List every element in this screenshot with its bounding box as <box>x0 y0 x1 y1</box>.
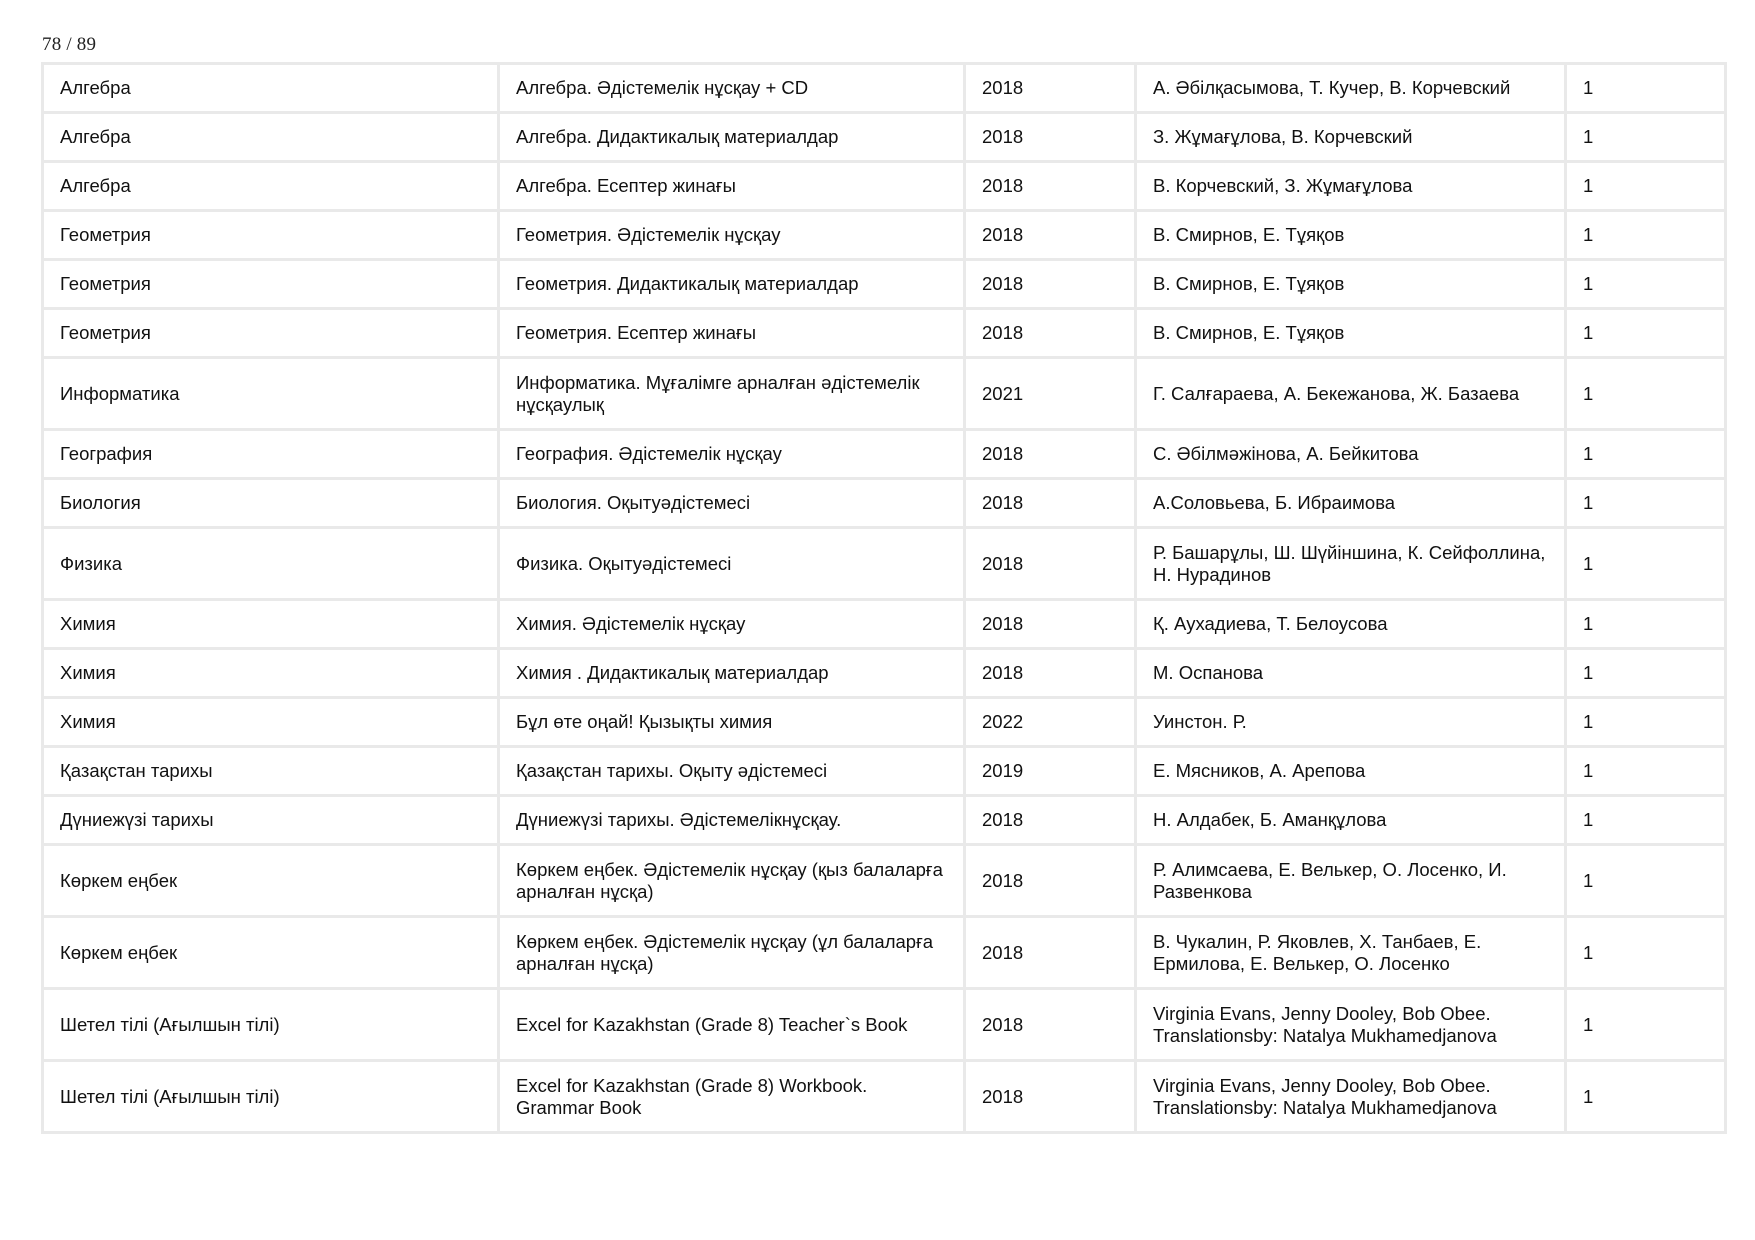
quantity-cell: 1 <box>1566 747 1726 796</box>
authors-cell: Уинстон. Р. <box>1136 698 1566 747</box>
subject-cell: Биология <box>43 479 499 528</box>
title-cell: Дүниежүзі тарихы. Әдістемелікнұсқау. <box>499 796 965 845</box>
authors-cell: Virginia Evans, Jenny Dooley, Bob Obee. Translationsby: Natalya Mukhamedjanova <box>1136 989 1566 1061</box>
table-row <box>43 600 1726 649</box>
authors-cell: Virginia Evans, Jenny Dooley, Bob Obee. Translationsby: Natalya Mukhamedjanova <box>1136 1061 1566 1133</box>
subject-cell: Шетел тілі (Ағылшын тілі) <box>43 989 499 1061</box>
year-cell: 2018 <box>965 430 1136 479</box>
table-row <box>43 796 1726 845</box>
subject-cell: Геометрия <box>43 260 499 309</box>
quantity-cell: 1 <box>1566 162 1726 211</box>
quantity-cell: 1 <box>1566 796 1726 845</box>
table-row <box>43 64 1726 113</box>
authors-cell: В. Смирнов, Е. Тұяқов <box>1136 260 1566 309</box>
year-cell: 2018 <box>965 260 1136 309</box>
title-cell: Көркем еңбек. Әдістемелік нұсқау (қыз балаларға арналған нұсқа) <box>499 845 965 917</box>
year-cell: 2018 <box>965 211 1136 260</box>
authors-cell: Г. Салғараева, А. Бекежанова, Ж. Базаева <box>1136 358 1566 430</box>
year-cell: 2018 <box>965 528 1136 600</box>
authors-cell: В. Чукалин, Р. Яковлев, Х. Танбаев, Е. Ермилова, Е. Велькер, О. Лосенко <box>1136 917 1566 989</box>
title-cell: Алгебра. Дидактикалық материалдар <box>499 113 965 162</box>
table-row <box>43 211 1726 260</box>
year-cell: 2018 <box>965 479 1136 528</box>
table-row <box>43 845 1726 917</box>
quantity-cell: 1 <box>1566 113 1726 162</box>
quantity-cell: 1 <box>1566 430 1726 479</box>
authors-cell: В. Корчевский, З. Жұмағұлова <box>1136 162 1566 211</box>
title-cell: Қазақстан тарихы. Оқыту әдістемесі <box>499 747 965 796</box>
table-row <box>43 358 1726 430</box>
table-row <box>43 528 1726 600</box>
quantity-cell: 1 <box>1566 600 1726 649</box>
title-cell: Химия . Дидактикалық материалдар <box>499 649 965 698</box>
year-cell: 2018 <box>965 64 1136 113</box>
year-cell: 2018 <box>965 162 1136 211</box>
title-cell: Геометрия. Дидактикалық материалдар <box>499 260 965 309</box>
year-cell: 2018 <box>965 309 1136 358</box>
subject-cell: Химия <box>43 698 499 747</box>
table-row <box>43 479 1726 528</box>
authors-cell: А.Соловьева, Б. Ибраимова <box>1136 479 1566 528</box>
quantity-cell: 1 <box>1566 1061 1726 1133</box>
quantity-cell: 1 <box>1566 479 1726 528</box>
authors-cell: В. Смирнов, Е. Тұяқов <box>1136 309 1566 358</box>
year-cell: 2019 <box>965 747 1136 796</box>
authors-cell: Р. Башарұлы, Ш. Шүйіншина, К. Сейфоллина, Н. Нурадинов <box>1136 528 1566 600</box>
year-cell: 2022 <box>965 698 1136 747</box>
title-cell: Excel for Kazakhstan (Grade 8) Teacher`s Book <box>499 989 965 1061</box>
subject-cell: Алгебра <box>43 113 499 162</box>
authors-cell: С. Әбілмәжінова, А. Бейкитова <box>1136 430 1566 479</box>
subject-cell: Химия <box>43 600 499 649</box>
authors-cell: А. Әбілқасымова, Т. Кучер, В. Корчевский <box>1136 64 1566 113</box>
subject-cell: Информатика <box>43 358 499 430</box>
quantity-cell: 1 <box>1566 649 1726 698</box>
table-row <box>43 162 1726 211</box>
quantity-cell: 1 <box>1566 989 1726 1061</box>
year-cell: 2018 <box>965 600 1136 649</box>
quantity-cell: 1 <box>1566 309 1726 358</box>
table-row <box>43 747 1726 796</box>
authors-cell: Қ. Аухадиева, Т. Белоусова <box>1136 600 1566 649</box>
subject-cell: Геометрия <box>43 211 499 260</box>
title-cell: Алгебра. Әдістемелік нұсқау + CD <box>499 64 965 113</box>
book-list-table <box>41 62 1727 1134</box>
table-row <box>43 430 1726 479</box>
subject-cell: Шетел тілі (Ағылшын тілі) <box>43 1061 499 1133</box>
table-row <box>43 1061 1726 1133</box>
authors-cell: Н. Алдабек, Б. Аманқұлова <box>1136 796 1566 845</box>
title-cell: Геометрия. Есептер жинағы <box>499 309 965 358</box>
subject-cell: Дүниежүзі тарихы <box>43 796 499 845</box>
table-row <box>43 917 1726 989</box>
quantity-cell: 1 <box>1566 528 1726 600</box>
title-cell: Геометрия. Әдістемелік нұсқау <box>499 211 965 260</box>
subject-cell: Көркем еңбек <box>43 917 499 989</box>
title-cell: Химия. Әдістемелік нұсқау <box>499 600 965 649</box>
subject-cell: Физика <box>43 528 499 600</box>
title-cell: Биология. Оқытуәдістемесі <box>499 479 965 528</box>
subject-cell: Алгебра <box>43 162 499 211</box>
table-row <box>43 113 1726 162</box>
quantity-cell: 1 <box>1566 211 1726 260</box>
quantity-cell: 1 <box>1566 260 1726 309</box>
subject-cell: Көркем еңбек <box>43 845 499 917</box>
title-cell: Информатика. Мұғалімге арналған әдістемелік нұсқаулық <box>499 358 965 430</box>
title-cell: Excel for Kazakhstan (Grade 8) Workbook. Grammar Book <box>499 1061 965 1133</box>
title-cell: Көркем еңбек. Әдістемелік нұсқау (ұл балаларға арналған нұсқа) <box>499 917 965 989</box>
year-cell: 2018 <box>965 989 1136 1061</box>
authors-cell: Е. Мясников, А. Арепова <box>1136 747 1566 796</box>
year-cell: 2018 <box>965 649 1136 698</box>
year-cell: 2018 <box>965 845 1136 917</box>
subject-cell: География <box>43 430 499 479</box>
title-cell: Бұл өте оңай! Қызықты химия <box>499 698 965 747</box>
title-cell: География. Әдістемелік нұсқау <box>499 430 965 479</box>
authors-cell: М. Оспанова <box>1136 649 1566 698</box>
quantity-cell: 1 <box>1566 698 1726 747</box>
title-cell: Физика. Оқытуәдістемесі <box>499 528 965 600</box>
table-row <box>43 989 1726 1061</box>
subject-cell: Қазақстан тарихы <box>43 747 499 796</box>
year-cell: 2018 <box>965 796 1136 845</box>
page-number: 78 / 89 <box>42 34 97 55</box>
authors-cell: З. Жұмағұлова, В. Корчевский <box>1136 113 1566 162</box>
quantity-cell: 1 <box>1566 845 1726 917</box>
table-row <box>43 649 1726 698</box>
year-cell: 2021 <box>965 358 1136 430</box>
quantity-cell: 1 <box>1566 64 1726 113</box>
subject-cell: Алгебра <box>43 64 499 113</box>
authors-cell: Р. Алимсаева, Е. Велькер, О. Лосенко, И. Развенкова <box>1136 845 1566 917</box>
year-cell: 2018 <box>965 917 1136 989</box>
year-cell: 2018 <box>965 113 1136 162</box>
year-cell: 2018 <box>965 1061 1136 1133</box>
subject-cell: Химия <box>43 649 499 698</box>
table-row <box>43 309 1726 358</box>
subject-cell: Геометрия <box>43 309 499 358</box>
table-row <box>43 260 1726 309</box>
title-cell: Алгебра. Есептер жинағы <box>499 162 965 211</box>
table-row <box>43 698 1726 747</box>
quantity-cell: 1 <box>1566 917 1726 989</box>
quantity-cell: 1 <box>1566 358 1726 430</box>
authors-cell: В. Смирнов, Е. Тұяқов <box>1136 211 1566 260</box>
